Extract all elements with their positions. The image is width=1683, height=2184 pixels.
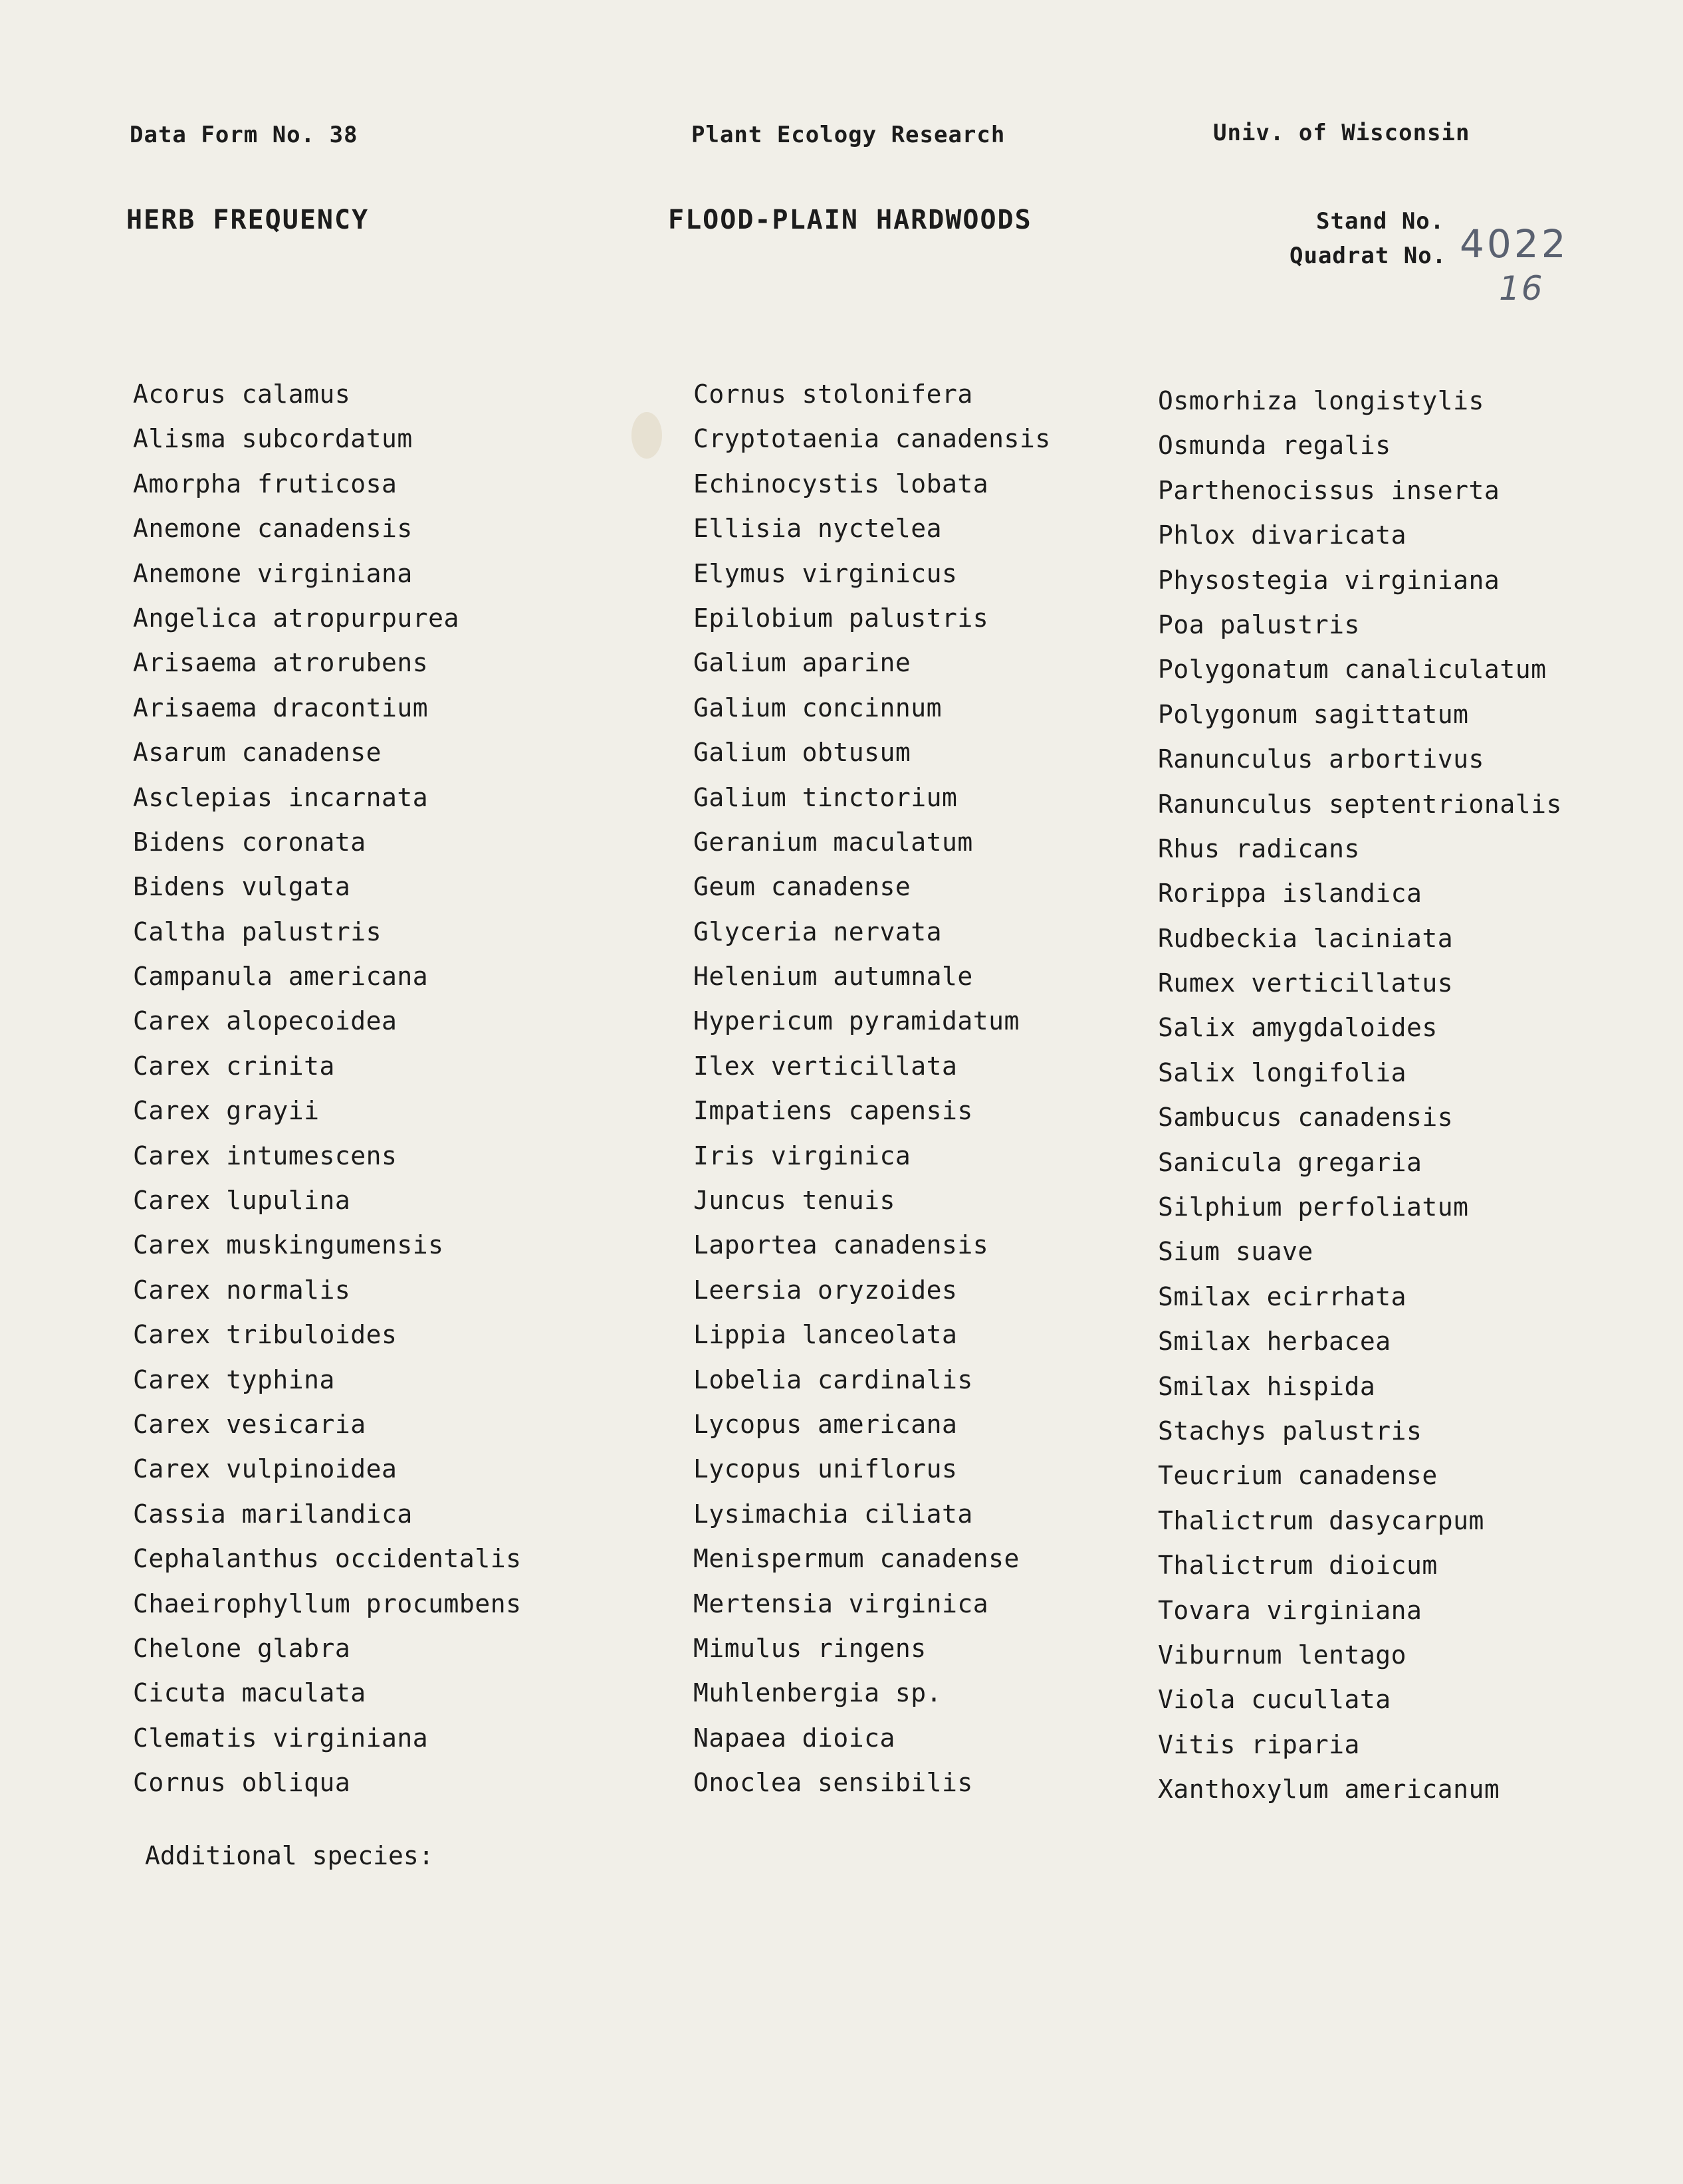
species-item: Teucrium canadense [1158, 1461, 1438, 1491]
species-item: Iris virginica [693, 1141, 911, 1170]
species-item: Galium tinctorium [693, 782, 958, 812]
species-item: Clematis virginiana [133, 1723, 429, 1753]
species-item: Cicuta maculata [133, 1678, 366, 1708]
community-type: FLOOD-PLAIN HARDWOODS [668, 205, 1032, 235]
species-item: Mertensia virginica [693, 1588, 989, 1618]
species-item: Arisaema dracontium [133, 693, 429, 722]
species-item: Thalictrum dioicum [1158, 1551, 1438, 1581]
species-item: Carex vesicaria [133, 1409, 366, 1439]
species-item: Chaeirophyllum procumbens [133, 1588, 522, 1618]
species-item: Osmorhiza longistylis [1158, 386, 1484, 415]
species-item: Rhus radicans [1158, 833, 1360, 863]
species-item: Osmunda regalis [1158, 431, 1391, 461]
species-item: Salix longifolia [1158, 1057, 1407, 1087]
species-item: Galium obtusum [693, 738, 911, 768]
species-item: Carex muskingumensis [133, 1230, 444, 1260]
species-item: Hypericum pyramidatum [693, 1006, 1020, 1036]
species-item: Silphium perfoliatum [1158, 1192, 1469, 1222]
species-item: Galium aparine [693, 648, 911, 678]
species-item: Napaea dioica [693, 1723, 895, 1753]
species-item: Lycopus americana [693, 1409, 958, 1439]
species-item: Helenium autumnale [693, 962, 973, 992]
species-item: Epilobium palustris [693, 603, 989, 633]
species-item: Laportea canadensis [693, 1230, 989, 1260]
species-item: Smilax herbacea [1158, 1327, 1391, 1357]
species-item: Carex crinita [133, 1051, 335, 1081]
species-item: Stachys palustris [1158, 1416, 1422, 1446]
institution: Univ. of Wisconsin [1213, 120, 1470, 146]
species-item: Elymus virginicus [693, 558, 958, 588]
species-item: Rumex verticillatus [1158, 968, 1454, 998]
species-item: Impatiens capensis [693, 1096, 973, 1126]
species-item: Carex alopecoidea [133, 1006, 397, 1036]
species-item: Glyceria nervata [693, 917, 943, 946]
species-item: Carex lupulina [133, 1186, 351, 1216]
species-item: Cornus stolonifera [693, 380, 973, 409]
species-item: Ilex verticillata [693, 1051, 958, 1081]
species-item: Asarum canadense [133, 738, 382, 768]
species-item: Bidens vulgata [133, 872, 351, 902]
paper-stain [631, 412, 662, 459]
species-item: Polygonum sagittatum [1158, 699, 1469, 729]
species-item: Campanula americana [133, 962, 429, 992]
species-item: Salix amygdaloides [1158, 1013, 1438, 1043]
species-item: Cassia marilandica [133, 1499, 413, 1529]
species-item: Smilax ecirrhata [1158, 1281, 1407, 1311]
species-item: Cornus obliqua [133, 1768, 351, 1798]
species-item: Rudbeckia laciniata [1158, 923, 1454, 953]
species-item: Acorus calamus [133, 380, 351, 409]
species-item: Carex grayii [133, 1096, 320, 1126]
form-title: HERB FREQUENCY [126, 205, 370, 235]
species-item: Caltha palustris [133, 917, 382, 946]
species-item: Lobelia cardinalis [693, 1365, 973, 1394]
species-item: Ellisia nyctelea [693, 514, 943, 544]
species-item: Carex typhina [133, 1365, 335, 1394]
species-item: Sanicula gregaria [1158, 1147, 1422, 1177]
quadrat-label: Quadrat No. [1290, 243, 1447, 269]
species-item: Viola cucullata [1158, 1685, 1391, 1715]
species-item: Geum canadense [693, 872, 911, 902]
species-item: Leersia oryzoides [693, 1275, 958, 1305]
species-column-2 [693, 372, 1051, 1806]
species-item: Rorippa islandica [1158, 879, 1422, 909]
species-item: Ranunculus arbortivus [1158, 744, 1484, 774]
species-item: Carex vulpinoidea [133, 1454, 397, 1484]
species-item: Cephalanthus occidentalis [133, 1544, 522, 1574]
species-item: Sambucus canadensis [1158, 1103, 1454, 1133]
species-item: Asclepias incarnata [133, 782, 429, 812]
species-item: Anemone canadensis [133, 514, 413, 544]
species-item: Anemone virginiana [133, 558, 413, 588]
species-item: Viburnum lentago [1158, 1640, 1407, 1670]
species-item: Phlox divaricata [1158, 520, 1407, 550]
species-item: Sium suave [1158, 1237, 1313, 1267]
species-item: Lysimachia ciliata [693, 1499, 973, 1529]
additional-species-label: Additional species: [145, 1841, 434, 1870]
species-item: Lippia lanceolata [693, 1320, 958, 1350]
species-item: Bidens coronata [133, 827, 366, 857]
species-item: Cryptotaenia canadensis [693, 424, 1051, 454]
species-item: Chelone glabra [133, 1633, 351, 1663]
quadrat-value: 16 [1499, 269, 1544, 308]
species-item: Polygonatum canaliculatum [1158, 655, 1547, 685]
species-item: Galium concinnum [693, 693, 943, 722]
species-item: Muhlenbergia sp. [693, 1678, 943, 1708]
species-item: Vitis riparia [1158, 1729, 1360, 1759]
species-item: Ranunculus septentrionalis [1158, 789, 1562, 819]
species-item: Echinocystis lobata [693, 469, 989, 498]
organization: Plant Ecology Research [691, 122, 1006, 148]
species-item: Xanthoxylum americanum [1158, 1775, 1500, 1804]
species-column-3 [1158, 379, 1562, 1812]
species-item: Physostegia virginiana [1158, 565, 1500, 595]
stand-value: 4022 [1460, 221, 1569, 267]
species-item: Smilax hispida [1158, 1371, 1376, 1401]
species-item: Menispermum canadense [693, 1544, 1020, 1574]
species-item: Poa palustris [1158, 609, 1360, 639]
species-item: Arisaema atrorubens [133, 648, 429, 678]
species-item: Mimulus ringens [693, 1633, 927, 1663]
species-item: Juncus tenuis [693, 1186, 895, 1216]
species-item: Angelica atropurpurea [133, 603, 459, 633]
species-item: Amorpha fruticosa [133, 469, 397, 498]
form-number: Data Form No. 38 [130, 122, 358, 148]
species-item: Parthenocissus inserta [1158, 475, 1500, 505]
species-item: Carex intumescens [133, 1141, 397, 1170]
species-item: Carex tribuloides [133, 1320, 397, 1350]
species-item: Onoclea sensibilis [693, 1768, 973, 1798]
species-item: Carex normalis [133, 1275, 351, 1305]
species-column-1 [133, 372, 521, 1806]
species-item: Lycopus uniflorus [693, 1454, 958, 1484]
stand-label: Stand No. [1316, 208, 1445, 235]
species-item: Thalictrum dasycarpum [1158, 1505, 1484, 1535]
species-item: Alisma subcordatum [133, 424, 413, 454]
species-item: Tovara virginiana [1158, 1595, 1422, 1625]
species-item: Geranium maculatum [693, 827, 973, 857]
